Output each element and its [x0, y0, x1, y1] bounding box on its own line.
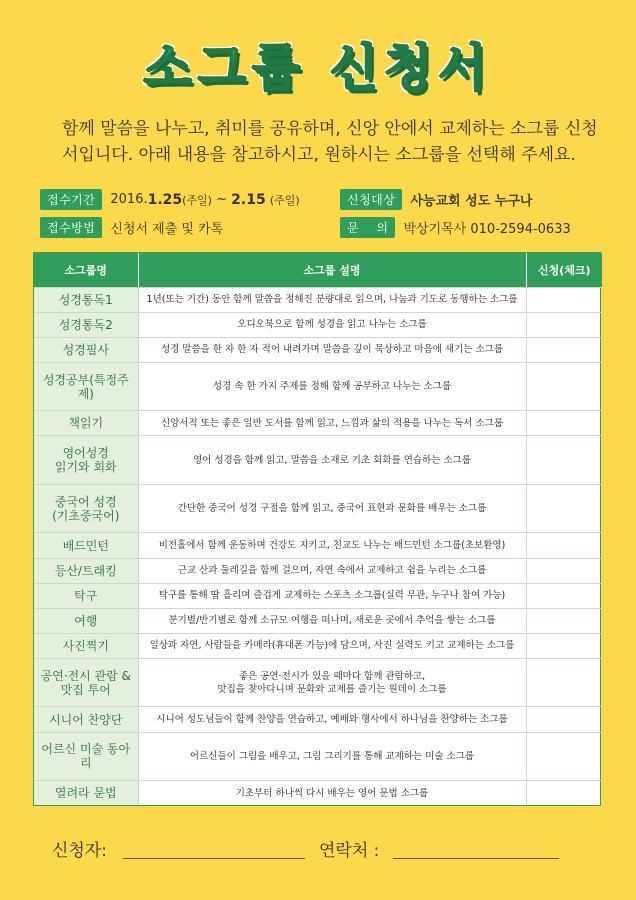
- group-name: 성경필사: [34, 337, 138, 362]
- group-description: 영어 성경을 함께 읽고, 말씀을 소재로 기초 회화를 연습하는 소그룹: [138, 436, 526, 485]
- contact-field-label: 연락처 :: [319, 841, 380, 861]
- contact-field[interactable]: [393, 839, 559, 859]
- info-method: [40, 217, 223, 238]
- intro-text: [62, 116, 598, 168]
- group-description: 기초부터 하나씩 다시 배우는 영어 문법 소그룹: [138, 781, 526, 805]
- group-name: 중국어 성경 (기초중국어): [34, 484, 138, 533]
- group-name: 여행: [34, 608, 138, 633]
- header-check: 신청(체크): [526, 253, 602, 287]
- group-name: 성경공부(특정주제): [34, 362, 138, 411]
- group-description: 어르신들이 그림을 배우고, 그림 그리기를 통해 교제하는 미술 소그룹: [138, 732, 526, 781]
- check-cell[interactable]: [526, 533, 602, 558]
- check-cell[interactable]: [526, 558, 602, 583]
- contact-value: 박상기목사 010-2594-0633: [403, 222, 571, 237]
- group-description: 탁구를 통해 땀 흘리며 즐겁게 교제하는 스포츠 소그룹(실력 무관, 누구나 참여 가능): [138, 583, 526, 608]
- table-header-row: [34, 253, 602, 287]
- intro-line-1: 함께 말씀을 나누고, 취미를 공유하며, 신앙 안에서 교제하는 소그룹 신청: [62, 119, 598, 139]
- check-cell[interactable]: [526, 362, 602, 411]
- group-table: [34, 253, 602, 805]
- table-row: [34, 583, 602, 608]
- group-description: 비전홀에서 함께 운동하며 건강도 지키고, 친교도 나누는 배드민턴 소그룹(초보환영): [138, 533, 526, 558]
- table-row: [34, 436, 602, 485]
- contact-tag: 문 의: [340, 217, 395, 238]
- group-name: 사진찍기: [34, 633, 138, 658]
- check-cell[interactable]: [526, 781, 602, 805]
- check-cell[interactable]: [526, 484, 602, 533]
- period-prefix: 2016.: [110, 192, 148, 207]
- group-name: 배드민턴: [34, 533, 138, 558]
- group-name: 책읽기: [34, 411, 138, 436]
- group-description: 분기별/반기별로 함께 소규모 여행을 떠나며, 새로운 곳에서 추억을 쌓는 소그룹: [138, 608, 526, 633]
- group-description: 일상과 자연, 사람들을 카메라(휴대폰 가능)에 담으며, 사진 실력도 키고 교제하는 소그룹: [138, 633, 526, 658]
- group-name: 성경통독1: [34, 287, 138, 312]
- group-name: 열려라 문법: [34, 781, 138, 805]
- check-cell[interactable]: [526, 312, 602, 337]
- table-row: [34, 362, 602, 411]
- group-name: 어르신 미술 동아리: [34, 732, 138, 781]
- check-cell[interactable]: [526, 337, 602, 362]
- info-period: [40, 189, 300, 210]
- info-contact: [340, 217, 571, 238]
- table-row: [34, 558, 602, 583]
- table-row: [34, 411, 602, 436]
- group-description: 좋은 공연·전시가 있을 때마다 함께 관람하고, 맛집을 찾아다니며 문화와 교제를 즐기는 원데이 소그룹: [138, 658, 526, 707]
- target-value: 사능교회 성도 누구나: [410, 194, 533, 209]
- period-sep: ~: [216, 192, 228, 207]
- page-title: 소그룹 신청서: [143, 39, 493, 97]
- table-row: [34, 633, 602, 658]
- group-name: 성경통독2: [34, 312, 138, 337]
- table-row: [34, 732, 602, 781]
- group-name: 시니어 찬양단: [34, 707, 138, 732]
- group-description: 성경 말씀을 한 자 한 자 적어 내려가며 말씀을 깊이 묵상하고 마음에 새기는 소그룹: [138, 337, 526, 362]
- footer: [52, 836, 559, 861]
- table-row: [34, 312, 602, 337]
- check-cell[interactable]: [526, 658, 602, 707]
- table-row: [34, 533, 602, 558]
- table-row: [34, 608, 602, 633]
- period-end-day: (주일): [269, 193, 300, 207]
- table-row: [34, 337, 602, 362]
- period-end: 2.15: [231, 191, 266, 208]
- table-row: [34, 781, 602, 805]
- header-desc: 소그룹 설명: [138, 253, 526, 287]
- header-name: 소그룹명: [34, 253, 138, 287]
- method-tag: 접수방법: [40, 217, 102, 238]
- table-row: [34, 658, 602, 707]
- check-cell[interactable]: [526, 732, 602, 781]
- table-row: [34, 707, 602, 732]
- period-start: 1.25: [147, 191, 183, 208]
- check-cell[interactable]: [526, 411, 602, 436]
- group-table-container: [33, 252, 601, 806]
- group-description: 간단한 중국어 성경 구절을 함께 읽고, 중국어 표현과 문화를 배우는 소그룹: [138, 484, 526, 533]
- group-name: 공연·전시 관람 & 맛집 투어: [34, 658, 138, 707]
- check-cell[interactable]: [526, 608, 602, 633]
- table-row: [34, 484, 602, 533]
- group-name: 등산/트래킹: [34, 558, 138, 583]
- group-description: 시니어 성도님들이 함께 찬양을 연습하고, 예배와 행사에서 하나님을 찬양하는 소그룹: [138, 707, 526, 732]
- method-value: 신청서 제출 및 카톡: [110, 222, 224, 237]
- applicant-label: 신청자:: [52, 841, 107, 861]
- group-name: 탁구: [34, 583, 138, 608]
- group-description: 근교 산과 둘레길을 함께 걸으며, 자연 속에서 교제하고 쉼을 누리는 소그룹: [138, 558, 526, 583]
- period-start-day: (주일): [182, 193, 212, 207]
- target-tag: 신청대상: [340, 189, 402, 210]
- group-description: 1년(또는 기간) 동안 함께 말씀을 정해진 분량대로 읽으며, 나눔과 기도로 동행하는 소그룹: [138, 287, 526, 312]
- check-cell[interactable]: [526, 633, 602, 658]
- table-row: [34, 287, 602, 312]
- intro-line-2: 서입니다. 아래 내용을 참고하시고, 원하시는 소그룹을 선택해 주세요.: [62, 145, 576, 165]
- group-description: 오디오북으로 함께 성경을 읽고 나누는 소그룹: [138, 312, 526, 337]
- group-name: 영어성경 읽기와 회화: [34, 436, 138, 485]
- check-cell[interactable]: [526, 583, 602, 608]
- group-description: 신앙서적 또는 좋은 일반 도서를 함께 읽고, 느낌과 삶의 적용을 나누는 독서 소그룹: [138, 411, 526, 436]
- info-target: [340, 189, 532, 210]
- check-cell[interactable]: [526, 707, 602, 732]
- check-cell[interactable]: [526, 287, 602, 312]
- period-tag: 접수기간: [40, 189, 102, 210]
- applicant-field[interactable]: [123, 839, 305, 859]
- group-description: 성경 속 한 가지 주제를 정해 함께 공부하고 나누는 소그룹: [138, 362, 526, 411]
- check-cell[interactable]: [526, 436, 602, 485]
